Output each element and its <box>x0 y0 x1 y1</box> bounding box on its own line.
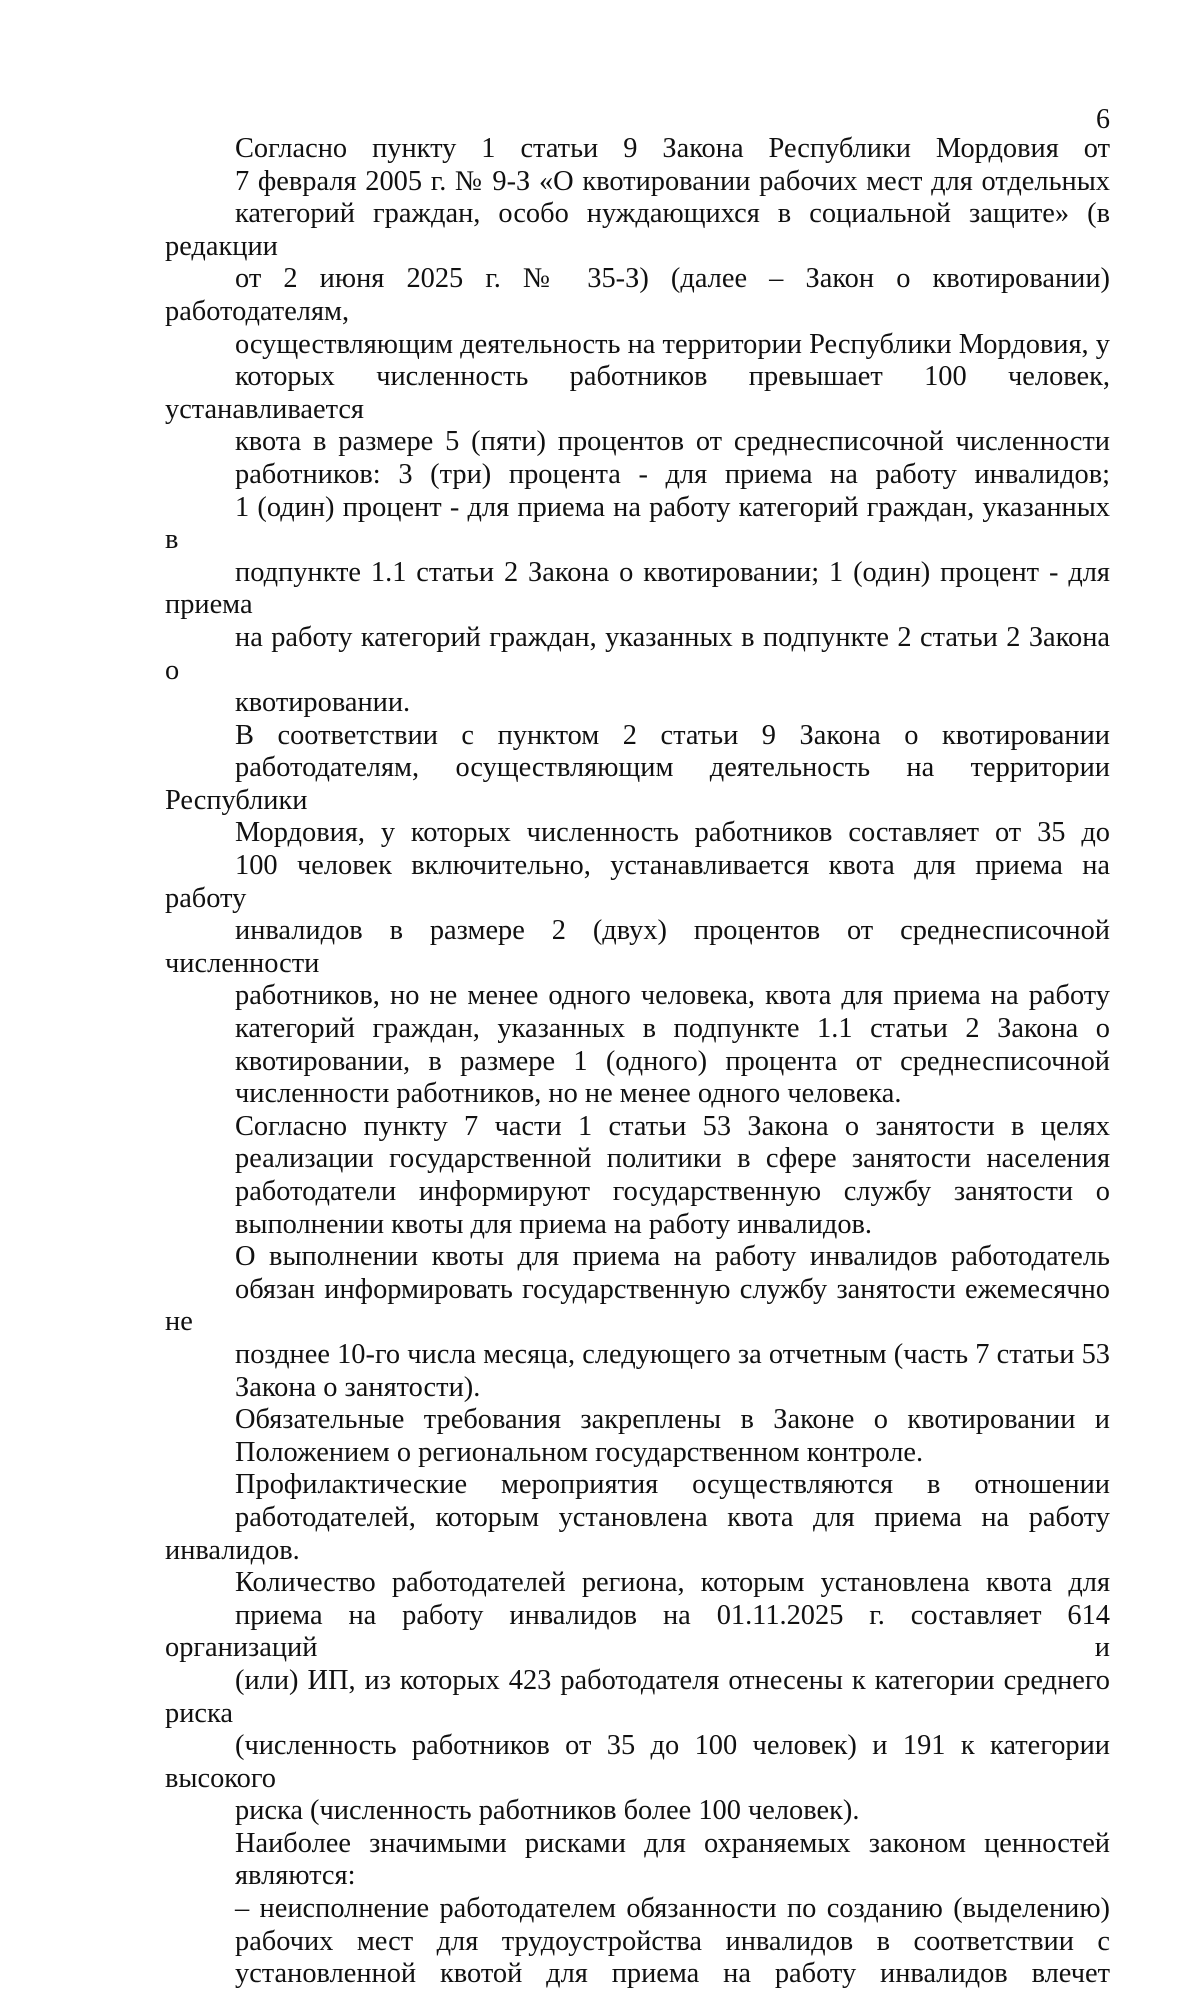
text-line: реализации государственной политики в сфере занятости населения <box>235 1143 1110 1175</box>
text-line: работодателям, осуществляющим деятельность на территории Республики <box>165 752 1110 816</box>
page-number: 6 <box>1096 104 1110 135</box>
text-line: обязан информировать государственную службу занятости ежемесячно не <box>165 1273 1110 1338</box>
text-line: квота в размере 5 (пяти) процентов от среднесписочной численности <box>235 426 1110 458</box>
text-line: осуществляющим деятельность на территории Республики Мордовия, у <box>235 328 1110 360</box>
paragraph-employer-count <box>165 1567 1110 1828</box>
text-line: В соответствии с пунктом 2 статьи 9 Закона о квотировании <box>235 719 1110 751</box>
text-line: О выполнении квоты для приема на работу инвалидов работодатель <box>235 1241 1110 1273</box>
text-line: выполнении квоты для приема на работу инвалидов. <box>235 1208 873 1240</box>
text-line: работников: 3 (три) процента - для приема на работу инвалидов; <box>235 458 1110 490</box>
text-line: категорий граждан, указанных в подпункте 1.1 статьи 2 Закона о <box>235 1013 1110 1045</box>
paragraph-employer-informing <box>165 1111 1110 1241</box>
paragraph-monthly-reporting <box>165 1241 1110 1404</box>
text-line: Профилактические мероприятия осуществляются в отношении <box>235 1469 1110 1501</box>
text-line: позднее 10-го числа месяца, следующего за отчетным (часть 7 статьи 53 <box>235 1338 1110 1370</box>
text-line: приема на работу инвалидов на 01.11.2025 г. составляет 614 организаций и <box>165 1599 1110 1664</box>
document-body <box>165 133 1110 1991</box>
text-line: квотировании. <box>235 687 411 719</box>
text-line: категорий граждан, особо нуждающихся в социальной защите» (в редакции <box>165 198 1110 262</box>
text-line: Закона о занятости). <box>235 1371 481 1403</box>
text-line: численности работников, но не менее одного человека. <box>235 1078 902 1110</box>
text-line: Обязательные требования закреплены в Законе о квотировании и <box>235 1404 1110 1436</box>
paragraph-quota-large-employers <box>165 133 1110 720</box>
text-line: Положением о региональном государственном контроле. <box>235 1436 924 1468</box>
text-line: являются: <box>235 1860 356 1892</box>
text-line: Согласно пункту 7 части 1 статьи 53 Закона о занятости в целях <box>235 1110 1110 1142</box>
paragraph-preventive-measures <box>165 1469 1110 1567</box>
text-line: (или) ИП, из которых 423 работодателя отнесены к категории среднего риска <box>165 1664 1110 1729</box>
text-line: работников, но не менее одного человека, квота для приема на работу <box>235 980 1110 1012</box>
text-line: Наиболее значимыми рисками для охраняемых законом ценностей <box>235 1827 1110 1859</box>
text-line: риска (численность работников более 100 человек). <box>235 1795 860 1827</box>
text-line: – неисполнение работодателем обязанности по созданию (выделению) <box>235 1893 1110 1925</box>
text-line: 100 человек включительно, устанавливается квота для приема на работу <box>165 850 1110 914</box>
paragraph-mandatory-requirements <box>165 1404 1110 1469</box>
text-line: от 2 июня 2025 г. № 35-З) (далее – Закон о квотировании) работодателям, <box>165 263 1110 327</box>
text-line: Количество работодателей региона, которым установлена квота для <box>235 1567 1110 1599</box>
paragraph-risk-item <box>165 1893 1110 1991</box>
text-line: 1 (один) процент - для приема на работу категорий граждан, указанных в <box>165 491 1110 556</box>
text-line: работодателей, которым установлена квота для приема на работу инвалидов. <box>165 1501 1110 1566</box>
paragraph-significant-risks <box>165 1828 1110 1893</box>
text-line: которых численность работников превышает 100 человек, устанавливается <box>165 361 1110 425</box>
text-line: на работу категорий граждан, указанных в подпункте 2 статьи 2 Закона о <box>165 621 1110 686</box>
text-line: инвалидов в размере 2 (двух) процентов от среднесписочной численности <box>165 915 1110 979</box>
text-line: Мордовия, у которых численность работников составляет от 35 до <box>235 817 1110 849</box>
text-line: рабочих мест для трудоустройства инвалидов в соответствии с <box>235 1925 1110 1957</box>
text-line: Согласно пункту 1 статьи 9 Закона Республики Мордовия от <box>235 133 1110 164</box>
text-line: работодатели информируют государственную службу занятости о <box>235 1176 1110 1207</box>
text-line: (численность работников от 35 до 100 человек) и 191 к категории высокого <box>165 1730 1110 1794</box>
text-line: установленной квотой для приема на работу инвалидов влечет <box>235 1958 1110 1990</box>
text-line: подпункте 1.1 статьи 2 Закона о квотировании; 1 (один) процент - для приема <box>165 556 1110 621</box>
paragraph-quota-medium-employers <box>165 720 1110 1111</box>
text-line: квотировании, в размере 1 (одного) процента от среднесписочной <box>235 1045 1110 1077</box>
text-line: 7 февраля 2005 г. № 9-З «О квотировании рабочих мест для отдельных <box>235 165 1110 197</box>
